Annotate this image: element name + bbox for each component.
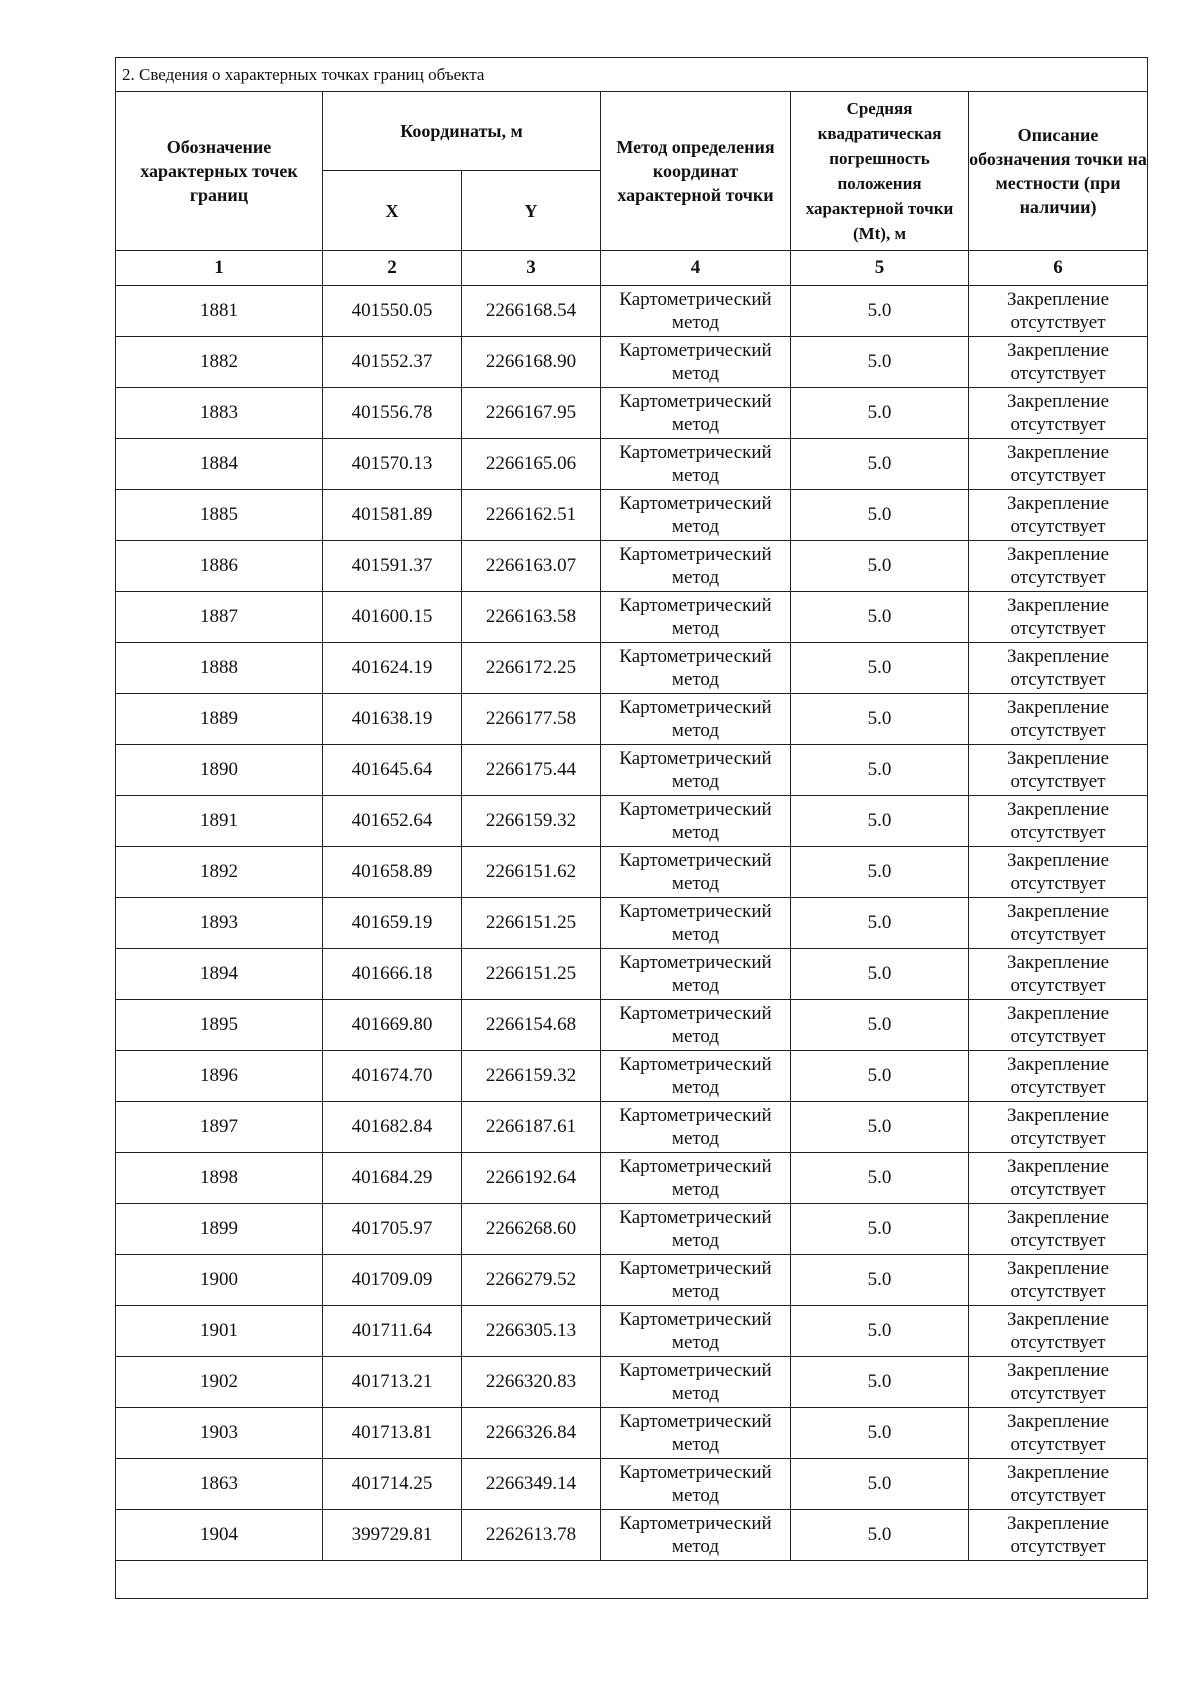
description-cell bbox=[969, 1255, 1148, 1306]
method-line: метод bbox=[671, 1128, 720, 1149]
point-id-cell: 1885 bbox=[116, 490, 323, 541]
method-cell bbox=[601, 592, 791, 643]
y-coordinate-cell: 2266279.52 bbox=[462, 1255, 601, 1306]
error-cell: 5.0 bbox=[791, 541, 969, 592]
method-cell bbox=[601, 1153, 791, 1204]
y-coordinate-cell: 2266151.62 bbox=[462, 847, 601, 898]
method-line: метод bbox=[671, 720, 720, 741]
table-row bbox=[116, 1306, 1148, 1357]
description-line: Закрепление bbox=[1007, 391, 1109, 412]
method-line: Картометрический bbox=[619, 340, 772, 361]
description-line: отсутствует bbox=[1010, 771, 1106, 792]
method-cell bbox=[601, 694, 791, 745]
point-id-cell: 1898 bbox=[116, 1153, 323, 1204]
description-line: отсутствует bbox=[1010, 1281, 1106, 1302]
y-coordinate-cell: 2266162.51 bbox=[462, 490, 601, 541]
y-coordinate-cell: 2266154.68 bbox=[462, 1000, 601, 1051]
table-row bbox=[116, 592, 1148, 643]
method-cell bbox=[601, 541, 791, 592]
method-cell bbox=[601, 1051, 791, 1102]
point-id-cell: 1883 bbox=[116, 388, 323, 439]
description-line: Закрепление bbox=[1007, 1105, 1109, 1126]
y-coordinate-cell: 2266163.58 bbox=[462, 592, 601, 643]
method-line: Картометрический bbox=[619, 1207, 772, 1228]
description-line: Закрепление bbox=[1007, 748, 1109, 769]
x-coordinate-cell: 401570.13 bbox=[323, 439, 462, 490]
description-line: отсутствует bbox=[1010, 1026, 1106, 1047]
method-line: Картометрический bbox=[619, 1105, 772, 1126]
error-cell: 5.0 bbox=[791, 1510, 969, 1561]
table-body bbox=[116, 286, 1148, 1561]
x-coordinate-cell: 401705.97 bbox=[323, 1204, 462, 1255]
method-cell bbox=[601, 1459, 791, 1510]
description-cell bbox=[969, 847, 1148, 898]
method-line: метод bbox=[671, 567, 720, 588]
point-id-cell: 1902 bbox=[116, 1357, 323, 1408]
description-line: отсутствует bbox=[1010, 1536, 1106, 1557]
description-cell bbox=[969, 541, 1148, 592]
method-line: метод bbox=[671, 1281, 720, 1302]
table-row bbox=[116, 1510, 1148, 1561]
y-coordinate-cell: 2266320.83 bbox=[462, 1357, 601, 1408]
error-cell: 5.0 bbox=[791, 337, 969, 388]
description-line: Закрепление bbox=[1007, 595, 1109, 616]
method-line: метод bbox=[671, 1536, 720, 1557]
x-coordinate-cell: 401658.89 bbox=[323, 847, 462, 898]
error-cell: 5.0 bbox=[791, 1204, 969, 1255]
x-coordinate-cell: 401666.18 bbox=[323, 949, 462, 1000]
error-cell: 5.0 bbox=[791, 286, 969, 337]
table-row bbox=[116, 949, 1148, 1000]
header-coordinates: Координаты, м bbox=[323, 92, 601, 171]
description-line: отсутствует bbox=[1010, 1230, 1106, 1251]
description-line: отсутствует bbox=[1010, 465, 1106, 486]
description-line: Закрепление bbox=[1007, 799, 1109, 820]
table-row bbox=[116, 898, 1148, 949]
table-row bbox=[116, 1000, 1148, 1051]
method-line: метод bbox=[671, 1179, 720, 1200]
table-row bbox=[116, 1204, 1148, 1255]
x-coordinate-cell: 401659.19 bbox=[323, 898, 462, 949]
method-line: Картометрический bbox=[619, 1156, 772, 1177]
y-coordinate-cell: 2266159.32 bbox=[462, 1051, 601, 1102]
method-line: метод bbox=[671, 669, 720, 690]
description-cell bbox=[969, 796, 1148, 847]
description-cell bbox=[969, 1510, 1148, 1561]
description-cell bbox=[969, 286, 1148, 337]
empty-footer-row bbox=[116, 1561, 1148, 1599]
method-line: Картометрический bbox=[619, 442, 772, 463]
point-id-cell: 1881 bbox=[116, 286, 323, 337]
error-cell: 5.0 bbox=[791, 694, 969, 745]
header-x: X bbox=[323, 171, 462, 251]
description-line: Закрепление bbox=[1007, 1411, 1109, 1432]
method-line: метод bbox=[671, 924, 720, 945]
method-cell bbox=[601, 1357, 791, 1408]
description-line: Закрепление bbox=[1007, 493, 1109, 514]
x-coordinate-cell: 401638.19 bbox=[323, 694, 462, 745]
description-cell bbox=[969, 694, 1148, 745]
description-line: Закрепление bbox=[1007, 1003, 1109, 1024]
x-coordinate-cell: 401713.81 bbox=[323, 1408, 462, 1459]
description-line: Закрепление bbox=[1007, 1360, 1109, 1381]
table-row bbox=[116, 1051, 1148, 1102]
boundary-points-table bbox=[115, 57, 1148, 1599]
table-row bbox=[116, 1153, 1148, 1204]
description-line: отсутствует bbox=[1010, 669, 1106, 690]
description-line: отсутствует bbox=[1010, 1179, 1106, 1200]
method-line: Картометрический bbox=[619, 799, 772, 820]
method-line: Картометрический bbox=[619, 1258, 772, 1279]
method-cell bbox=[601, 388, 791, 439]
description-cell bbox=[969, 745, 1148, 796]
description-line: отсутствует bbox=[1010, 567, 1106, 588]
method-line: метод bbox=[671, 1434, 720, 1455]
header-y: Y bbox=[462, 171, 601, 251]
method-line: метод bbox=[671, 1485, 720, 1506]
x-coordinate-cell: 401684.29 bbox=[323, 1153, 462, 1204]
error-cell: 5.0 bbox=[791, 1153, 969, 1204]
method-cell bbox=[601, 490, 791, 541]
description-cell bbox=[969, 643, 1148, 694]
error-cell: 5.0 bbox=[791, 388, 969, 439]
description-line: отсутствует bbox=[1010, 312, 1106, 333]
description-cell bbox=[969, 337, 1148, 388]
description-line: Закрепление bbox=[1007, 1309, 1109, 1330]
point-id-cell: 1886 bbox=[116, 541, 323, 592]
description-line: Закрепление bbox=[1007, 1054, 1109, 1075]
method-line: Картометрический bbox=[619, 697, 772, 718]
method-line: Картометрический bbox=[619, 850, 772, 871]
description-cell bbox=[969, 490, 1148, 541]
boundary-points-document bbox=[115, 57, 1147, 1599]
method-line: метод bbox=[671, 822, 720, 843]
point-id-cell: 1903 bbox=[116, 1408, 323, 1459]
description-line: Закрепление bbox=[1007, 646, 1109, 667]
error-cell: 5.0 bbox=[791, 949, 969, 1000]
method-cell bbox=[601, 1306, 791, 1357]
method-line: Картометрический bbox=[619, 1513, 772, 1534]
x-coordinate-cell: 401550.05 bbox=[323, 286, 462, 337]
description-cell bbox=[969, 1204, 1148, 1255]
x-coordinate-cell: 401714.25 bbox=[323, 1459, 462, 1510]
description-line: Закрепление bbox=[1007, 544, 1109, 565]
error-cell: 5.0 bbox=[791, 1306, 969, 1357]
method-line: Картометрический bbox=[619, 1309, 772, 1330]
point-id-cell: 1897 bbox=[116, 1102, 323, 1153]
point-id-cell: 1888 bbox=[116, 643, 323, 694]
table-row bbox=[116, 337, 1148, 388]
method-cell bbox=[601, 1000, 791, 1051]
method-cell bbox=[601, 1255, 791, 1306]
method-cell bbox=[601, 1408, 791, 1459]
table-row bbox=[116, 796, 1148, 847]
table-row bbox=[116, 1459, 1148, 1510]
method-line: Картометрический bbox=[619, 1462, 772, 1483]
description-cell bbox=[969, 1153, 1148, 1204]
x-coordinate-cell: 401581.89 bbox=[323, 490, 462, 541]
description-line: Закрепление bbox=[1007, 340, 1109, 361]
method-cell bbox=[601, 337, 791, 388]
description-line: отсутствует bbox=[1010, 1128, 1106, 1149]
description-line: отсутствует bbox=[1010, 414, 1106, 435]
error-cell: 5.0 bbox=[791, 898, 969, 949]
error-cell: 5.0 bbox=[791, 847, 969, 898]
column-number: 4 bbox=[601, 251, 791, 286]
description-line: отсутствует bbox=[1010, 1383, 1106, 1404]
error-cell: 5.0 bbox=[791, 1255, 969, 1306]
error-cell: 5.0 bbox=[791, 490, 969, 541]
method-line: Картометрический bbox=[619, 1411, 772, 1432]
y-coordinate-cell: 2266177.58 bbox=[462, 694, 601, 745]
y-coordinate-cell: 2266172.25 bbox=[462, 643, 601, 694]
table-row bbox=[116, 745, 1148, 796]
method-cell bbox=[601, 796, 791, 847]
table-row bbox=[116, 439, 1148, 490]
table-row bbox=[116, 694, 1148, 745]
error-cell: 5.0 bbox=[791, 439, 969, 490]
table-row bbox=[116, 1102, 1148, 1153]
table-row bbox=[116, 1255, 1148, 1306]
x-coordinate-cell: 401645.64 bbox=[323, 745, 462, 796]
description-line: отсутствует bbox=[1010, 1332, 1106, 1353]
header-designation: Обозначение характерных точек границ bbox=[116, 92, 323, 251]
method-line: Картометрический bbox=[619, 493, 772, 514]
method-cell bbox=[601, 439, 791, 490]
description-cell bbox=[969, 1051, 1148, 1102]
column-number: 3 bbox=[462, 251, 601, 286]
method-cell bbox=[601, 1510, 791, 1561]
method-line: метод bbox=[671, 873, 720, 894]
method-line: Картометрический bbox=[619, 289, 772, 310]
method-cell bbox=[601, 643, 791, 694]
method-line: метод bbox=[671, 1332, 720, 1353]
description-cell bbox=[969, 1306, 1148, 1357]
y-coordinate-cell: 2266187.61 bbox=[462, 1102, 601, 1153]
point-id-cell: 1904 bbox=[116, 1510, 323, 1561]
x-coordinate-cell: 401711.64 bbox=[323, 1306, 462, 1357]
method-line: Картометрический bbox=[619, 391, 772, 412]
point-id-cell: 1896 bbox=[116, 1051, 323, 1102]
method-line: метод bbox=[671, 1383, 720, 1404]
method-line: Картометрический bbox=[619, 646, 772, 667]
method-line: метод bbox=[671, 1230, 720, 1251]
y-coordinate-cell: 2266268.60 bbox=[462, 1204, 601, 1255]
y-coordinate-cell: 2266168.90 bbox=[462, 337, 601, 388]
description-line: Закрепление bbox=[1007, 1513, 1109, 1534]
x-coordinate-cell: 401682.84 bbox=[323, 1102, 462, 1153]
x-coordinate-cell: 401600.15 bbox=[323, 592, 462, 643]
method-cell bbox=[601, 1102, 791, 1153]
column-number: 2 bbox=[323, 251, 462, 286]
table-caption: 2. Сведения о характерных точках границ объекта bbox=[116, 58, 1148, 92]
description-line: отсутствует bbox=[1010, 924, 1106, 945]
description-line: Закрепление bbox=[1007, 1462, 1109, 1483]
method-line: Картометрический bbox=[619, 952, 772, 973]
description-line: Закрепление bbox=[1007, 1258, 1109, 1279]
description-line: отсутствует bbox=[1010, 1077, 1106, 1098]
y-coordinate-cell: 2266349.14 bbox=[462, 1459, 601, 1510]
method-line: метод bbox=[671, 975, 720, 996]
point-id-cell: 1893 bbox=[116, 898, 323, 949]
description-cell bbox=[969, 592, 1148, 643]
x-coordinate-cell: 401591.37 bbox=[323, 541, 462, 592]
error-cell: 5.0 bbox=[791, 1408, 969, 1459]
x-coordinate-cell: 399729.81 bbox=[323, 1510, 462, 1561]
table-row bbox=[116, 388, 1148, 439]
method-line: Картометрический bbox=[619, 595, 772, 616]
error-cell: 5.0 bbox=[791, 1102, 969, 1153]
point-id-cell: 1892 bbox=[116, 847, 323, 898]
y-coordinate-cell: 2266167.95 bbox=[462, 388, 601, 439]
error-cell: 5.0 bbox=[791, 1000, 969, 1051]
method-line: метод bbox=[671, 363, 720, 384]
method-line: метод bbox=[671, 414, 720, 435]
description-line: Закрепление bbox=[1007, 289, 1109, 310]
method-line: метод bbox=[671, 618, 720, 639]
error-cell: 5.0 bbox=[791, 1357, 969, 1408]
column-number: 6 bbox=[969, 251, 1148, 286]
y-coordinate-cell: 2266159.32 bbox=[462, 796, 601, 847]
x-coordinate-cell: 401552.37 bbox=[323, 337, 462, 388]
method-line: метод bbox=[671, 516, 720, 537]
method-line: метод bbox=[671, 465, 720, 486]
description-line: Закрепление bbox=[1007, 952, 1109, 973]
table-row bbox=[116, 643, 1148, 694]
description-cell bbox=[969, 949, 1148, 1000]
table-row bbox=[116, 1357, 1148, 1408]
error-cell: 5.0 bbox=[791, 745, 969, 796]
description-line: отсутствует bbox=[1010, 822, 1106, 843]
table-row bbox=[116, 541, 1148, 592]
x-coordinate-cell: 401669.80 bbox=[323, 1000, 462, 1051]
description-cell bbox=[969, 1459, 1148, 1510]
description-cell bbox=[969, 439, 1148, 490]
x-coordinate-cell: 401674.70 bbox=[323, 1051, 462, 1102]
description-line: Закрепление bbox=[1007, 1207, 1109, 1228]
method-line: Картометрический bbox=[619, 901, 772, 922]
description-cell bbox=[969, 1357, 1148, 1408]
method-cell bbox=[601, 898, 791, 949]
description-line: отсутствует bbox=[1010, 720, 1106, 741]
method-cell bbox=[601, 847, 791, 898]
point-id-cell: 1895 bbox=[116, 1000, 323, 1051]
method-line: метод bbox=[671, 1077, 720, 1098]
method-line: Картометрический bbox=[619, 1054, 772, 1075]
method-cell bbox=[601, 1204, 791, 1255]
description-cell bbox=[969, 1408, 1148, 1459]
method-line: Картометрический bbox=[619, 748, 772, 769]
description-line: отсутствует bbox=[1010, 1485, 1106, 1506]
method-cell bbox=[601, 745, 791, 796]
error-cell: 5.0 bbox=[791, 1459, 969, 1510]
method-cell bbox=[601, 949, 791, 1000]
error-cell: 5.0 bbox=[791, 643, 969, 694]
header-method: Метод определения координат характерной точки bbox=[601, 92, 791, 251]
point-id-cell: 1889 bbox=[116, 694, 323, 745]
table-row bbox=[116, 847, 1148, 898]
point-id-cell: 1890 bbox=[116, 745, 323, 796]
x-coordinate-cell: 401709.09 bbox=[323, 1255, 462, 1306]
y-coordinate-cell: 2266151.25 bbox=[462, 898, 601, 949]
point-id-cell: 1894 bbox=[116, 949, 323, 1000]
x-coordinate-cell: 401652.64 bbox=[323, 796, 462, 847]
description-line: отсутствует bbox=[1010, 618, 1106, 639]
method-line: метод bbox=[671, 771, 720, 792]
y-coordinate-cell: 2266151.25 bbox=[462, 949, 601, 1000]
table-row bbox=[116, 286, 1148, 337]
description-line: Закрепление bbox=[1007, 442, 1109, 463]
method-line: Картометрический bbox=[619, 1360, 772, 1381]
y-coordinate-cell: 2266305.13 bbox=[462, 1306, 601, 1357]
y-coordinate-cell: 2266168.54 bbox=[462, 286, 601, 337]
description-cell bbox=[969, 388, 1148, 439]
method-line: метод bbox=[671, 1026, 720, 1047]
description-cell bbox=[969, 1000, 1148, 1051]
y-coordinate-cell: 2266165.06 bbox=[462, 439, 601, 490]
point-id-cell: 1887 bbox=[116, 592, 323, 643]
description-cell bbox=[969, 1102, 1148, 1153]
point-id-cell: 1891 bbox=[116, 796, 323, 847]
method-line: Картометрический bbox=[619, 1003, 772, 1024]
description-line: отсутствует bbox=[1010, 975, 1106, 996]
description-line: отсутствует bbox=[1010, 516, 1106, 537]
method-line: метод bbox=[671, 312, 720, 333]
description-cell bbox=[969, 898, 1148, 949]
x-coordinate-cell: 401556.78 bbox=[323, 388, 462, 439]
x-coordinate-cell: 401624.19 bbox=[323, 643, 462, 694]
method-cell bbox=[601, 286, 791, 337]
error-cell: 5.0 bbox=[791, 796, 969, 847]
point-id-cell: 1899 bbox=[116, 1204, 323, 1255]
header-error: Средняя квадратическая погрешность положения характерной точки (Mt), м bbox=[791, 92, 969, 251]
y-coordinate-cell: 2266326.84 bbox=[462, 1408, 601, 1459]
description-line: отсутствует bbox=[1010, 873, 1106, 894]
description-line: отсутствует bbox=[1010, 363, 1106, 384]
table-row bbox=[116, 490, 1148, 541]
description-line: Закрепление bbox=[1007, 1156, 1109, 1177]
method-line: Картометрический bbox=[619, 544, 772, 565]
x-coordinate-cell: 401713.21 bbox=[323, 1357, 462, 1408]
description-line: Закрепление bbox=[1007, 901, 1109, 922]
description-line: Закрепление bbox=[1007, 850, 1109, 871]
point-id-cell: 1901 bbox=[116, 1306, 323, 1357]
description-line: отсутствует bbox=[1010, 1434, 1106, 1455]
point-id-cell: 1882 bbox=[116, 337, 323, 388]
point-id-cell: 1863 bbox=[116, 1459, 323, 1510]
header-description: Описание обозначения точки на местности (при наличии) bbox=[969, 92, 1148, 251]
y-coordinate-cell: 2262613.78 bbox=[462, 1510, 601, 1561]
description-line: Закрепление bbox=[1007, 697, 1109, 718]
table-row bbox=[116, 1408, 1148, 1459]
point-id-cell: 1900 bbox=[116, 1255, 323, 1306]
y-coordinate-cell: 2266192.64 bbox=[462, 1153, 601, 1204]
y-coordinate-cell: 2266175.44 bbox=[462, 745, 601, 796]
error-cell: 5.0 bbox=[791, 1051, 969, 1102]
point-id-cell: 1884 bbox=[116, 439, 323, 490]
column-number: 1 bbox=[116, 251, 323, 286]
y-coordinate-cell: 2266163.07 bbox=[462, 541, 601, 592]
column-number: 5 bbox=[791, 251, 969, 286]
error-cell: 5.0 bbox=[791, 592, 969, 643]
